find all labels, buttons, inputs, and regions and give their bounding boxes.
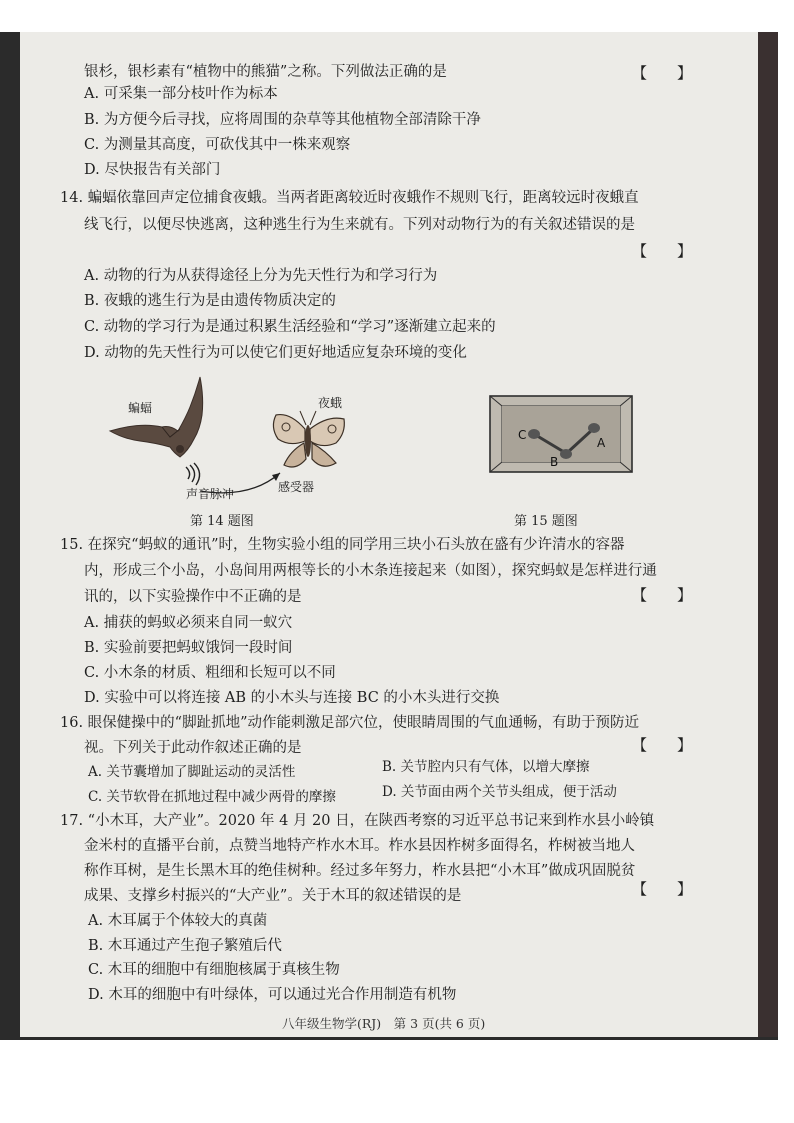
q14-answer-bracket[interactable]: 【 】 (632, 242, 693, 260)
q13-answer-bracket[interactable]: 【 】 (632, 64, 693, 82)
bat-label: 蝙蝠 (128, 401, 153, 415)
sound-pulse-icon (186, 463, 200, 485)
q14-option-a: A. 动物的行为从获得途径上分为先天性行为和学习行为 (84, 268, 438, 284)
moth-label: 夜蛾 (318, 396, 343, 410)
q14-option-b: B. 夜蛾的逃生行为是由遗传物质决定的 (84, 293, 336, 309)
q15-stem-line2: 内，形成三个小岛，小岛间用两根等长的小木条连接起来（如图），探究蚂蚁是怎样进行通 (84, 563, 657, 579)
point-a-label: A (597, 436, 606, 450)
q16-option-a: A. 关节囊增加了脚趾运动的灵活性 (88, 764, 296, 780)
fig15-caption: 第 15 题图 (514, 514, 578, 529)
fig14-caption: 第 14 题图 (190, 514, 254, 529)
q17-option-d: D. 木耳的细胞中有叶绿体，可以通过光合作用制造有机物 (88, 987, 457, 1003)
q14-stem-line2: 线飞行，以便尽快逃离，这种逃生行为生来就有。下列对动物行为的有关叙述错误的是 (84, 217, 635, 233)
page-footer: 八年级生物学(RJ) 第 3 页(共 6 页) (282, 1016, 486, 1031)
photo-dark-edge-left (0, 32, 20, 1038)
point-b-label: B (550, 455, 559, 469)
q16-stem-line2: 视。下列关于此动作叙述正确的是 (84, 740, 302, 756)
q17-stem-line4: 成果、支撑乡村振兴的“大产业”。关于木耳的叙述错误的是 (84, 888, 462, 904)
q13-option-c: C. 为测量其高度，可砍伐其中一株来观察 (84, 137, 351, 153)
q16-option-c: C. 关节软骨在抓地过程中减少两骨的摩擦 (88, 789, 336, 805)
q15-stem-line1: 15. 在探究“蚂蚁的通讯”时，生物实验小组的同学用三块小石头放在盛有少许清水的容器 (60, 537, 625, 553)
q13-stem: 银杉，银杉素有“植物中的熊猫”之称。下列做法正确的是 (84, 64, 447, 80)
q17-stem-line3: 称作耳树，是生长黑木耳的绝佳树种。经过多年努力，柞水县把“小木耳”做成巩固脱贫 (84, 863, 636, 879)
moth-icon (273, 411, 344, 467)
q16-option-b: B. 关节腔内只有气体，以增大摩擦 (382, 759, 590, 775)
fig15-ant-experiment-diagram (488, 394, 636, 476)
q14-stem-line1: 14. 蝙蝠依靠回声定位捕食夜蛾。当两者距离较近时夜蛾作不规则飞行，距离较远时夜蛾直 (60, 190, 639, 206)
q17-stem-line1: 17. “小木耳，大产业”。2020 年 4 月 20 日，在陕西考察的习近平总书记来到柞水县小岭镇 (60, 813, 655, 829)
point-c-label: C (518, 428, 527, 442)
photo-dark-edge-right (758, 32, 778, 1038)
q17-stem-line2: 金米村的直播平台前，点赞当地特产柞水木耳。柞水县因柞树多面得名，柞树被当地人 (84, 838, 635, 854)
q17-option-a: A. 木耳属于个体较大的真菌 (88, 913, 268, 929)
q14-option-c: C. 动物的学习行为是通过积累生活经验和“学习”逐渐建立起来的 (84, 319, 496, 335)
sound-pulse-label: 声音脉冲 (186, 487, 235, 501)
q13-option-a: A. 可采集一部分枝叶作为标本 (84, 86, 278, 102)
q15-stem-line3: 讯的，以下实验操作中不正确的是 (84, 589, 302, 605)
q15-option-b: B. 实验前要把蚂蚁饿饲一段时间 (84, 640, 293, 656)
photo-dark-edge-bottom (0, 1037, 778, 1040)
q17-answer-bracket[interactable]: 【 】 (632, 880, 693, 898)
q17-option-c: C. 木耳的细胞中有细胞核属于真核生物 (88, 962, 340, 978)
fig14-bat-moth-illustration (100, 367, 350, 502)
q16-option-d: D. 关节面由两个关节头组成，便于活动 (382, 784, 617, 800)
q16-answer-bracket[interactable]: 【 】 (632, 736, 693, 754)
q15-option-d: D. 实验中可以将连接 AB 的小木头与连接 BC 的小木头进行交换 (84, 690, 500, 706)
q14-option-d: D. 动物的先天性行为可以使它们更好地适应复杂环境的变化 (84, 345, 467, 361)
q15-option-c: C. 小木条的材质、粗细和长短可以不同 (84, 665, 336, 681)
q17-option-b: B. 木耳通过产生孢子繁殖后代 (88, 938, 282, 954)
q13-option-d: D. 尽快报告有关部门 (84, 162, 221, 178)
exam-page (20, 32, 758, 1037)
q15-option-a: A. 捕获的蚂蚁必须来自同一蚁穴 (84, 615, 293, 631)
bat-icon (110, 377, 203, 457)
q16-stem-line1: 16. 眼保健操中的“脚趾抓地”动作能刺激足部穴位，使眼睛周围的气血通畅，有助于预防近 (60, 715, 639, 731)
receptor-label: 感受器 (278, 480, 315, 494)
q13-option-b: B. 为方便今后寻找，应将周围的杂草等其他植物全部清除干净 (84, 112, 481, 128)
q15-answer-bracket[interactable]: 【 】 (632, 586, 693, 604)
